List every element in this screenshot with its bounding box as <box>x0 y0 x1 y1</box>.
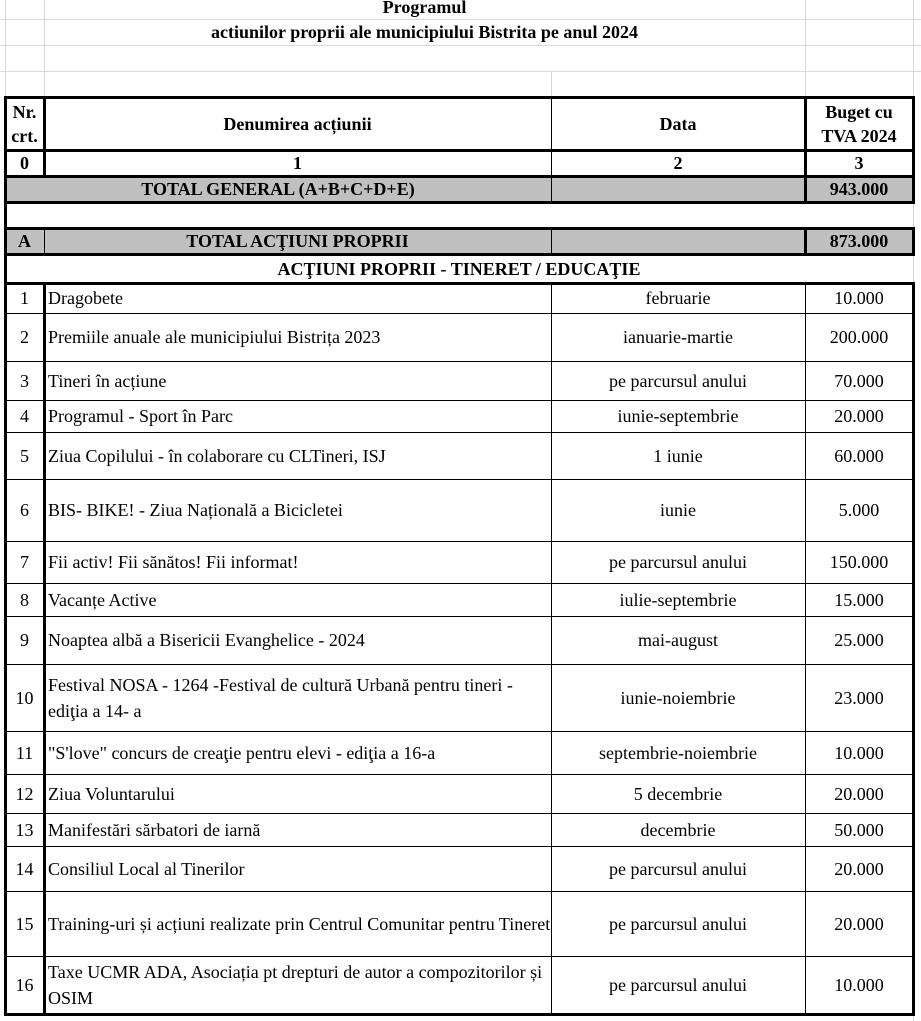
border-top <box>5 96 915 99</box>
row-divider <box>5 731 913 732</box>
row-divider <box>5 813 913 814</box>
gridline <box>551 71 552 97</box>
gridline <box>0 19 921 20</box>
colnum-1: 1 <box>293 153 302 173</box>
colnum-3: 3 <box>854 153 864 173</box>
total-general-date <box>551 176 805 202</box>
border <box>805 283 806 1015</box>
row-number: 4 <box>20 406 29 426</box>
row-date: iunie-noiembrie <box>620 687 736 708</box>
row-budget: 10.000 <box>834 288 884 308</box>
row-budget: 70.000 <box>834 370 884 391</box>
header-budget <box>805 97 913 150</box>
row-action-name: Vacanțe Active <box>48 589 157 610</box>
row-action-name: Taxe UCMR ADA, Asociația pt drepturi de autor a compozitorilor și OSIM <box>48 962 543 1008</box>
row-budget: 23.000 <box>834 687 884 708</box>
total-a-date <box>551 228 805 254</box>
header-nr-line1: Nr. <box>12 101 37 122</box>
row-action-name: Tineri în acțiune <box>48 370 167 391</box>
header-date: Data <box>659 113 697 134</box>
row-action-name: Dragobete <box>48 288 123 308</box>
row-date: iunie-septembrie <box>617 406 739 426</box>
row-number: 13 <box>15 819 34 840</box>
row-date: pe parcursul anului <box>609 370 747 391</box>
row-number: 14 <box>15 858 34 879</box>
section-title: ACŢIUNI PROPRII - TINERET / EDUCAŢIE <box>277 258 641 279</box>
row-number: 1 <box>20 288 29 308</box>
border <box>5 227 915 230</box>
gridline <box>0 71 921 72</box>
header-nr-crt <box>5 97 44 150</box>
row-budget: 20.000 <box>834 783 884 804</box>
row-action-name: "S'love" concurs de creaţie pentru elevi - ediţia a 16-a <box>48 742 436 763</box>
row-action-name: Noaptea albă a Bisericii Evanghelice - 2024 <box>48 630 365 650</box>
row-divider <box>5 313 913 314</box>
row-date: 5 decembrie <box>633 783 723 804</box>
row-number: 3 <box>20 370 29 391</box>
row-action-name: Consiliul Local al Tinerilor <box>48 858 245 879</box>
row-date: ianuarie-martie <box>623 327 733 347</box>
total-a-label: TOTAL ACŢIUNI PROPRII <box>44 228 551 254</box>
header-name: Denumirea acțiunii <box>223 113 372 134</box>
row-divider <box>5 774 913 775</box>
row-budget: 60.000 <box>834 445 884 466</box>
colnum-2: 2 <box>673 153 683 173</box>
row-number: 6 <box>20 500 29 520</box>
border <box>5 282 915 285</box>
border <box>5 253 915 256</box>
row-action-name: Programul - Sport în Parc <box>48 406 233 426</box>
row-action-name: Premiile anuale ale municipiului Bistrița 2023 <box>48 327 381 347</box>
border-right <box>912 282 915 1016</box>
header-nr-line2: crt. <box>11 125 38 146</box>
total-general-label: TOTAL GENERAL (A+B+C+D+E) <box>5 176 551 202</box>
row-date: decembrie <box>640 819 716 840</box>
row-number: 5 <box>20 445 29 466</box>
row-budget: 150.000 <box>829 552 889 572</box>
row-divider <box>5 664 913 665</box>
border-left <box>4 96 7 1016</box>
row-divider <box>5 541 913 542</box>
row-action-name: Ziua Voluntarului <box>48 783 175 804</box>
row-budget: 5.000 <box>838 500 880 520</box>
row-date: pe parcursul anului <box>609 913 747 934</box>
row-number: 11 <box>15 742 34 763</box>
row-budget: 50.000 <box>834 819 884 840</box>
header-budget-line2: TVA 2024 <box>821 125 897 146</box>
row-date: septembrie-noiembrie <box>599 742 757 763</box>
row-budget: 25.000 <box>834 630 884 650</box>
row-action-name: Training-uri și acțiuni realizate prin Centrul Comunitar pentru Tineret <box>48 913 551 934</box>
gridline <box>5 0 6 97</box>
row-action-name: Manifestări sărbatori de iarnă <box>48 819 261 840</box>
border <box>804 228 807 254</box>
row-budget: 20.000 <box>834 858 884 879</box>
colnum-0: 0 <box>20 153 29 173</box>
total-a-value: 873.000 <box>805 228 913 254</box>
row-number: 2 <box>20 327 29 347</box>
border <box>43 96 46 176</box>
row-action-name: Fii activ! Fii sănătos! Fii informat! <box>48 552 299 572</box>
row-number: 10 <box>15 687 34 708</box>
row-date: pe parcursul anului <box>609 975 747 995</box>
row-budget: 10.000 <box>834 975 884 995</box>
border-right <box>912 96 915 204</box>
row-divider <box>5 846 913 847</box>
row-number: 9 <box>20 630 29 650</box>
row-divider <box>5 616 913 617</box>
row-number: 8 <box>20 589 29 610</box>
gridline <box>0 45 921 46</box>
row-date: pe parcursul anului <box>609 552 747 572</box>
border <box>804 96 807 203</box>
row-divider <box>5 891 913 892</box>
row-budget: 20.000 <box>834 913 884 934</box>
row-divider <box>5 361 913 362</box>
border-right <box>912 227 915 256</box>
row-date: 1 iunie <box>653 445 703 466</box>
border <box>5 201 915 204</box>
row-budget: 200.000 <box>829 327 889 347</box>
total-a-code: A <box>5 228 44 254</box>
border <box>551 96 552 203</box>
row-budget: 20.000 <box>834 406 884 426</box>
row-date: februarie <box>645 288 711 308</box>
border <box>44 228 45 254</box>
row-number: 16 <box>15 975 34 995</box>
border <box>5 175 915 178</box>
header-budget-line1: Buget cu <box>825 101 893 122</box>
row-divider <box>5 956 913 957</box>
border <box>551 228 552 254</box>
row-divider <box>5 583 913 584</box>
border <box>43 283 46 1015</box>
row-number: 7 <box>20 552 29 572</box>
row-date: iunie <box>660 500 696 520</box>
row-budget: 10.000 <box>834 742 884 763</box>
border <box>551 283 552 1015</box>
row-date: mai-august <box>638 630 718 650</box>
row-budget: 15.000 <box>834 589 884 610</box>
row-number: 12 <box>15 783 34 804</box>
row-action-name: Ziua Copilului - în colaborare cu CLTineri, ISJ <box>48 445 386 466</box>
row-divider <box>5 479 913 480</box>
gridline <box>805 0 806 97</box>
document-subtitle: actiunilor proprii ale municipiului Bistrita pe anul 2024 <box>211 22 638 42</box>
border-bottom <box>5 1013 915 1016</box>
row-date: pe parcursul anului <box>609 858 747 879</box>
row-divider <box>5 400 913 401</box>
border-header-bottom <box>5 149 915 152</box>
row-divider <box>5 432 913 433</box>
row-action-name: Festival NOSA - 1264 -Festival de cultură Urbană pentru tineri - ediţia a 14- a <box>48 674 513 721</box>
row-date: iulie-septembrie <box>619 589 737 610</box>
row-number: 15 <box>15 913 34 934</box>
document-title: Programul <box>382 0 467 17</box>
total-general-value: 943.000 <box>805 176 913 202</box>
row-action-name: BIS- BIKE! - Ziua Națională a Bicicletei <box>48 500 343 520</box>
